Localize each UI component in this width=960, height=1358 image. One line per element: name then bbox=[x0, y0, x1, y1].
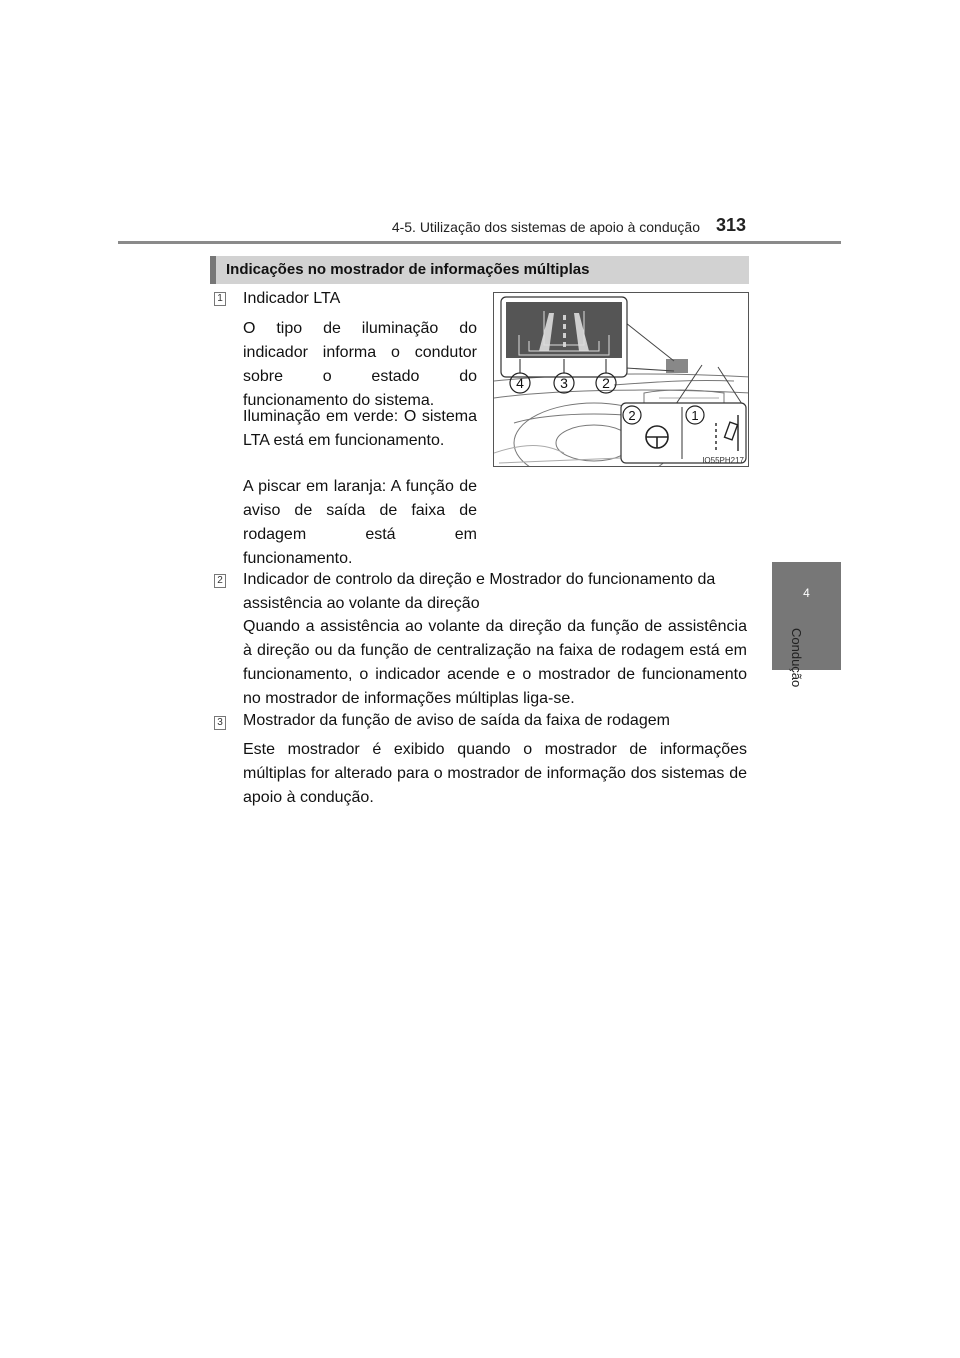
item-number-1: 1 bbox=[214, 292, 226, 306]
section-heading-bar bbox=[210, 256, 749, 284]
item-1-title: Indicador LTA bbox=[243, 290, 341, 307]
callout-2-bottom: 2 bbox=[628, 408, 636, 423]
running-header: 4-5. Utilização dos sistemas de apoio à condução bbox=[391, 219, 700, 235]
figure-code: IO55PH217 bbox=[702, 456, 744, 465]
chapter-number: 4 bbox=[803, 586, 810, 600]
item-1-paragraph-1: O tipo de iluminação do indicador informa o condutor sobre o estado do funcionamento do sistema. bbox=[243, 320, 477, 409]
item-1-paragraph-2: Iluminação em verde: O sistema LTA está em funcionamento. bbox=[243, 408, 477, 449]
callout-2-top: 2 bbox=[602, 375, 610, 391]
item-number-2: 2 bbox=[214, 574, 226, 588]
item-2-title: Indicador de controlo da direção e Mostrador do funcionamento da assistência ao volante da direção bbox=[243, 571, 716, 612]
figure-callouts bbox=[494, 293, 749, 467]
item-2-paragraph-1: Quando a assistência ao volante da direção da função de assistência à direção ou da função de centralização na faixa de rodagem está em funcionamento, o indicador acende e o mostrador de funcionamento no mostrador de informações múltiplas liga-se. bbox=[243, 618, 747, 707]
chapter-label-text: Condução bbox=[789, 628, 804, 688]
callout-3: 3 bbox=[560, 375, 568, 391]
chapter-label bbox=[788, 628, 802, 708]
chapter-tab bbox=[772, 562, 841, 670]
dashboard-figure bbox=[493, 292, 749, 467]
header-rule bbox=[118, 241, 841, 244]
callout-1: 1 bbox=[691, 408, 699, 423]
callout-4: 4 bbox=[516, 375, 524, 391]
section-heading: Indicações no mostrador de informações múltiplas bbox=[226, 261, 590, 278]
page-number: 313 bbox=[716, 215, 747, 235]
item-1-paragraph-3: A piscar em laranja: A função de aviso de saída de faixa de rodagem está em funcionamento. bbox=[243, 478, 477, 567]
item-3-paragraph-1: Este mostrador é exibido quando o mostrador de informações múltiplas for alterado para o mostrador de informação dos sistemas de apoio à condução. bbox=[243, 741, 747, 806]
item-3-title: Mostrador da função de aviso de saída da faixa de rodagem bbox=[243, 712, 670, 729]
item-number-3: 3 bbox=[214, 716, 226, 730]
